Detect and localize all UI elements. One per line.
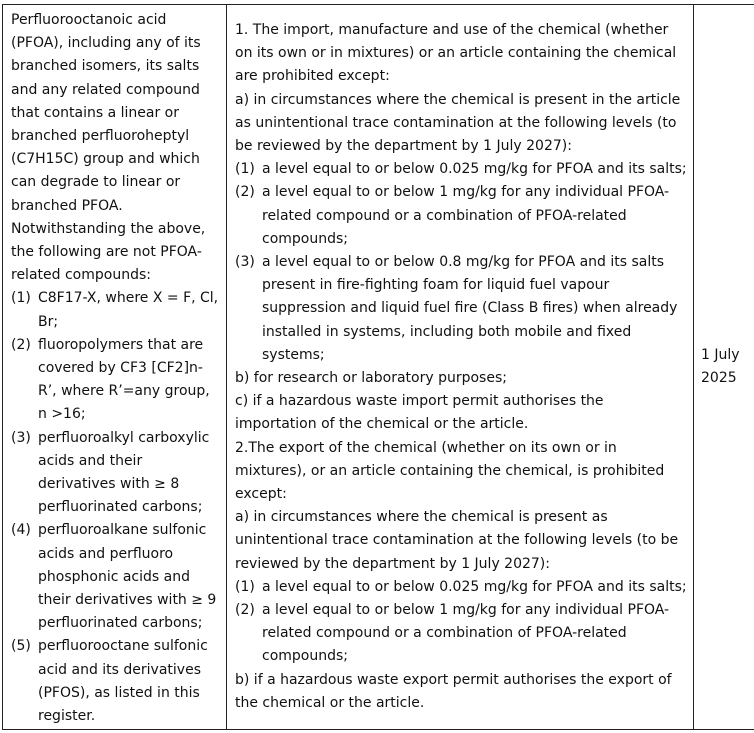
list-text: perfluoroalkyl carboxylic acids and their derivatives with ≥ 8 perfluorinated carbons; — [38, 429, 210, 516]
list-number: (2) — [235, 602, 255, 619]
list-item — [11, 427, 220, 520]
date-line-1: 1 July — [701, 346, 740, 363]
list-text: C8F17-X, where X = F, Cl, Br; — [38, 290, 219, 330]
import-heading: 1. The import, manufacture and use of the chemical (whether on its own or in mixtures) or an article containing the chemical are prohibited except: — [235, 21, 677, 85]
regulation-table — [2, 4, 754, 730]
list-number: (1) — [235, 161, 255, 178]
list-item — [235, 181, 689, 251]
list-item — [235, 599, 689, 669]
exception-list — [11, 287, 220, 728]
export-condition-b: b) if a hazardous waste export permit authorises the export of the chemical or the article. — [235, 671, 672, 711]
list-number: (5) — [11, 638, 31, 655]
date-line-2: 2025 — [701, 370, 737, 386]
conditions-cell — [227, 5, 694, 730]
export-condition-a: a) in circumstances where the chemical is present as unintentional trace contamination at the following levels (to be reviewed by the department by 1 July 2027): — [235, 509, 679, 572]
list-text: a level equal to or below 1 mg/kg for any individual PFOA-related compound or a combination of PFOA-related compounds; — [262, 184, 670, 247]
list-item — [235, 251, 689, 367]
list-number: (2) — [235, 184, 255, 201]
list-item — [11, 635, 220, 728]
import-condition-c: c) if a hazardous waste import permit authorises the importation of the chemical or the article. — [235, 393, 604, 433]
list-text: a level equal to or below 0.025 mg/kg for PFOA and its salts; — [262, 578, 687, 595]
list-text: a level equal to or below 0.8 mg/kg for PFOA and its salts present in fire-fighting foam for liquid fuel vapour suppression and liquid fuel fire (Class B fires) when already installed in systems, including both mobile and fixed systems; — [262, 253, 678, 363]
substance-cell — [3, 5, 227, 730]
list-number: (1) — [11, 290, 31, 307]
list-text: perfluorooctane sulfonic acid and its derivatives (PFOS), as listed in this register. — [38, 638, 208, 725]
import-condition-a: a) in circumstances where the chemical is present in the article as unintentional trace contamination at the following levels (to be reviewed by the department by 1 July 2027): — [235, 91, 681, 154]
list-item — [235, 576, 689, 599]
table-row — [3, 5, 754, 730]
list-number: (3) — [11, 429, 31, 446]
list-number: (2) — [11, 336, 31, 353]
list-text: a level equal to or below 1 mg/kg for any individual PFOA-related compound or a combination of PFOA-related compounds; — [262, 602, 670, 665]
list-number: (1) — [235, 578, 255, 595]
list-item — [11, 519, 220, 635]
list-number: (4) — [11, 522, 31, 539]
exception-intro: Notwithstanding the above, the following are not PFOA-related compounds: — [11, 220, 206, 284]
list-number: (3) — [235, 253, 255, 270]
list-text: perfluoroalkane sulfonic acids and perfluoro phosphonic acids and their derivatives with ≥ 9 perfluorinated carbons; — [38, 522, 217, 632]
list-text: fluoropolymers that are covered by CF3 [CF2]n-R’, where R’=any group, n >16; — [38, 336, 210, 423]
list-text: a level equal to or below 0.025 mg/kg for PFOA and its salts; — [262, 161, 687, 178]
list-item — [11, 287, 220, 333]
date-cell — [694, 5, 754, 730]
import-condition-b: b) for research or laboratory purposes; — [235, 370, 507, 386]
list-item — [11, 334, 220, 427]
export-levels-list — [235, 576, 689, 669]
import-levels-list — [235, 158, 689, 367]
export-heading: 2.The export of the chemical (whether on its own or in mixtures), or an article containing the chemical, is prohibited except: — [235, 439, 665, 503]
list-item — [235, 158, 689, 181]
substance-description: Perfluorooctanoic acid (PFOA), including any of its branched isomers, its salts and any related compound that contains a linear or branched perfluoroheptyl (C7H15C) group and which can degrade to linear or branched PFOA. — [11, 12, 201, 214]
